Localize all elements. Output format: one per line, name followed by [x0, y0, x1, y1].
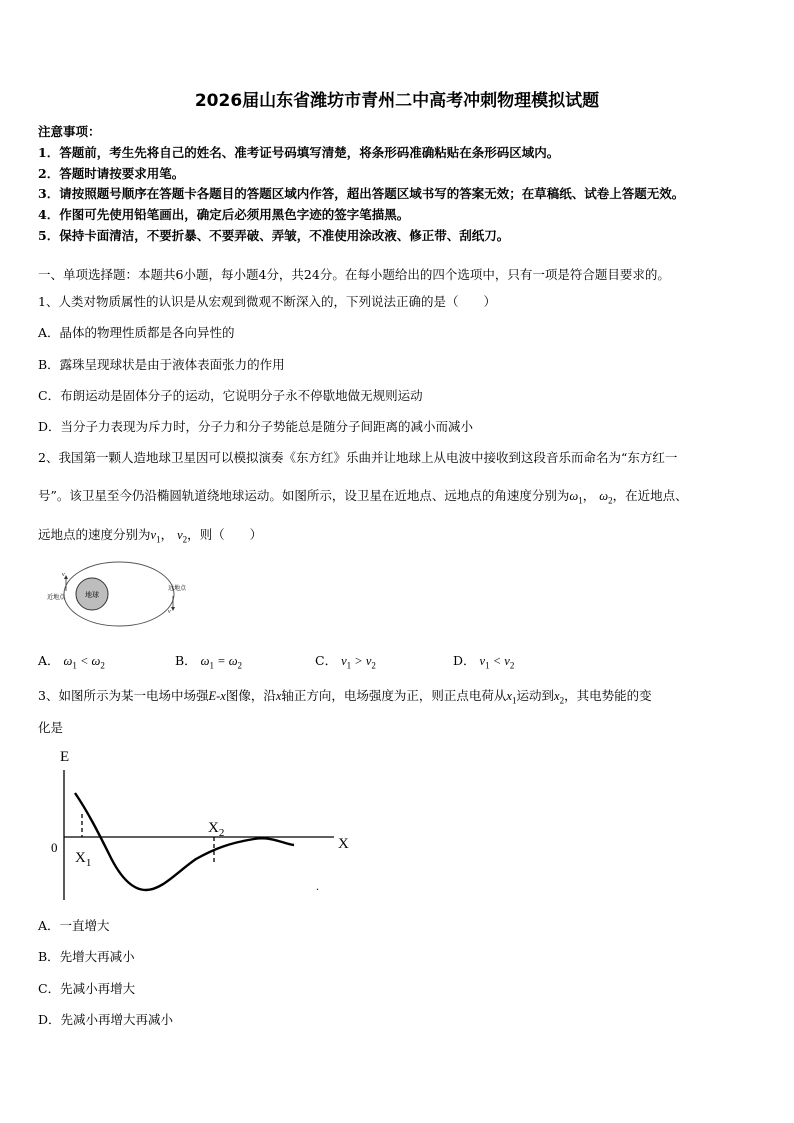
q2-option-c: C． $v_1 > v_2$: [315, 653, 376, 671]
q2-option-d: D． $v_1 < v_2$: [453, 653, 515, 671]
notice-item-1: 1．答题前，考生先将自己的姓名、准考证号码填写清楚，将条形码准确粘贴在条形码区域内。: [38, 145, 560, 160]
q3-option-b: B．先增大再减小: [38, 949, 135, 964]
q2-option-a: A． $\omega_1 < \omega_2$: [38, 653, 105, 671]
x1-label: $X_1$: [75, 850, 92, 869]
q2-line-3: 远地点的速度分别为$v_1$， $v_2$，则（ ）: [38, 527, 263, 545]
v1-label: v: [62, 572, 65, 578]
e-x-graph: [44, 742, 364, 902]
section-heading: 一、单项选择题：本题共6小题，每小题4分，共24分。在每小题给出的四个选项中，只有一项是符合题目要求的。: [38, 267, 670, 282]
page-title: 2026届山东省潍坊市青州二中高考冲刺物理模拟试题: [194, 91, 600, 111]
q1-option-b: B．露珠呈现球状是由于液体表面张力的作用: [38, 357, 285, 372]
far-point-label: 远地点: [168, 586, 187, 592]
notice-item-3: 3．请按照题号顺序在答题卡各题目的答题区域内作答，超出答题区域书写的答案无效；在草稿纸、试卷上答题无效。: [38, 186, 685, 201]
q2-line-1: 2、我国第一颗人造地球卫星因可以模拟演奏《东方红》乐曲并让地球上从电波中接收到这段音乐而命名为“东方红一: [38, 450, 678, 465]
x-axis-label: X: [338, 836, 349, 852]
q1-option-c: C．布朗运动是固体分子的运动，它说明分子永不停歇地做无规则运动: [38, 388, 423, 403]
q1-option-a: A．晶体的物理性质都是各向异性的: [38, 325, 235, 340]
q2-option-b: B． $\omega_1 = \omega_2$: [175, 653, 243, 671]
orbit-diagram: [44, 558, 194, 630]
x2-label: $X_2$: [208, 820, 225, 839]
origin-label: 0: [51, 840, 58, 855]
q3-line-2: 化是: [38, 720, 64, 735]
notice-item-5: 5．保持卡面清洁，不要折暴、不要弄破、弄皱，不准使用涂改液、修正带、刮纸刀。: [38, 228, 510, 243]
q3-option-d: D．先减小再增大再减小: [38, 1012, 174, 1027]
q1-stem: 1、人类对物质属性的认识是从宏观到微观不断深入的，下列说法正确的是（ ）: [38, 294, 496, 309]
q2-line-2: 号”。该卫星至今仍沿椭圆轨道绕地球运动。如图所示，设卫星在近地点、远地点的角速度分别为$\omega_1$， $\omega_2$，在近地点、: [38, 488, 688, 506]
q1-option-d: D．当分子力表现为斥力时，分子力和分子势能总是随分子间距离的减小而减小: [38, 419, 474, 434]
near-point-label: 近地点: [47, 595, 66, 601]
notice-item-4: 4．作图可先使用铅笔画出，确定后必须用黑色字迹的签字笔描黑。: [38, 207, 410, 222]
q3-option-a: A．一直增大: [38, 918, 110, 933]
e-axis-label: E: [60, 749, 70, 765]
q3-line-1: 3、如图所示为某一电场中场强E-x图像，沿x轴正方向，电场强度为正，则正点电荷从$x_1$运动到$x_2$，其电势能的变: [38, 688, 652, 706]
stray-dot: .: [316, 879, 319, 893]
v2-label: v: [168, 609, 171, 615]
e-x-curve: [75, 793, 294, 890]
earth-label: 地球: [85, 591, 99, 599]
notice-heading: 注意事项：: [38, 124, 101, 139]
q3-option-c: C．先减小再增大: [38, 981, 136, 996]
notice-item-2: 2．答题时请按要求用笔。: [38, 166, 185, 181]
v2-arrowhead: [171, 607, 175, 611]
